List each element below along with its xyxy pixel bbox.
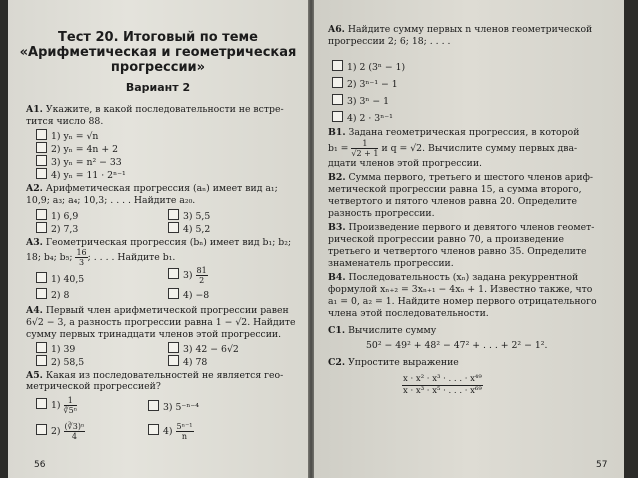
- checkbox[interactable]: [168, 268, 179, 279]
- checkbox[interactable]: [36, 355, 47, 366]
- question-a2-line2: 10,9; a₃; a₄; 10,3; . . . . Найдите a₂₀.: [26, 195, 196, 206]
- question-b4: B4. Последовательность (xₙ) задана рекуррентной: [328, 272, 579, 283]
- question-c2: C2. Упростите выражение: [328, 357, 459, 368]
- fraction: $\frac{1}{√2 + 1}$: [351, 139, 379, 158]
- fraction: $\frac{1}{\text{∛5ⁿ}}$: [63, 396, 78, 415]
- a2-option-3[interactable]: 3) 5,5: [168, 209, 210, 223]
- a4-option-1[interactable]: 1) 39: [36, 342, 75, 356]
- checkbox[interactable]: [36, 129, 47, 140]
- a4-option-2[interactable]: 2) 58,5: [36, 355, 84, 369]
- test-title-line-3: прогрессии»: [110, 60, 206, 75]
- checkbox[interactable]: [36, 155, 47, 166]
- fraction: $\frac{\text{x · x² · x³ · . . . · x⁴⁹}}{\text{x · x³ · x⁵ · . . . · x⁶⁹}}$: [403, 374, 482, 396]
- question-b3-line2: рической прогрессии равно 70, а произведение: [328, 234, 564, 245]
- a4-option-4[interactable]: 4) 78: [168, 355, 207, 369]
- a5-option-4[interactable]: 4) $\frac{\text{5ⁿ⁻¹}}{n}$: [148, 422, 194, 441]
- checkbox[interactable]: [36, 222, 47, 233]
- test-title-line-2: «Арифметическая и геометрическая: [19, 45, 297, 60]
- a2-option-1[interactable]: 1) 6,9: [36, 209, 78, 223]
- checkbox[interactable]: [168, 342, 179, 353]
- checkbox[interactable]: [332, 77, 343, 88]
- question-b2-line2: метической прогрессии равна 15, а сумма второго,: [328, 184, 582, 195]
- page-number: 56: [34, 460, 46, 470]
- left-page: [8, 0, 308, 478]
- question-a6: A6. Найдите сумму первых n членов геометрической: [328, 24, 593, 35]
- test-title-line-1: Тест 20. Итоговый по теме: [58, 30, 258, 45]
- question-b2-line4: разность прогрессии.: [328, 208, 435, 219]
- question-b4-line2: формулой xₙ₊₂ = 3xₙ₊₁ − 4xₙ + 1. Известно также, что: [328, 284, 593, 295]
- checkbox[interactable]: [36, 342, 47, 353]
- a2-option-4[interactable]: 4) 5,2: [168, 222, 210, 236]
- question-b2-line3: четвертого и пятого членов равна 20. Определите: [328, 196, 577, 207]
- c2-fraction: [402, 374, 483, 397]
- question-b3-line4: знаменатель прогрессии.: [328, 258, 454, 269]
- checkbox[interactable]: [168, 222, 179, 233]
- checkbox[interactable]: [36, 272, 47, 283]
- question-a4-line3: сумму первых тринадцати членов этой прогрессии.: [26, 329, 282, 340]
- c1-formula: 50² − 49² + 48² − 47² + . . . + 2² − 1².: [366, 340, 548, 351]
- checkbox[interactable]: [332, 60, 343, 71]
- checkbox[interactable]: [36, 398, 47, 409]
- a1-option-2[interactable]: 2) yₙ = 4n + 2: [36, 142, 118, 156]
- page-number: 57: [596, 460, 608, 470]
- question-a6-line2: прогрессии 2; 6; 18; . . . .: [328, 36, 451, 47]
- question-a5-line2: метрической прогрессией?: [26, 381, 161, 392]
- checkbox[interactable]: [36, 288, 47, 299]
- fraction: $\frac{16}{3}$: [76, 248, 87, 267]
- a1-option-4[interactable]: 4) yₙ = 11 · 2ⁿ⁻¹: [36, 168, 126, 182]
- question-a1: A1. Укажите, в какой последовательности не встре-: [26, 104, 284, 115]
- checkbox[interactable]: [168, 209, 179, 220]
- checkbox[interactable]: [148, 400, 159, 411]
- fraction: $\frac{81}{2}$: [196, 266, 207, 285]
- checkbox[interactable]: [36, 168, 47, 179]
- a3-option-1[interactable]: 1) 40,5: [36, 272, 84, 286]
- question-a3: A3. Геометрическая прогрессия (bₙ) имеет вид b₁; b₂;: [26, 237, 292, 248]
- checkbox[interactable]: [36, 142, 47, 153]
- right-page: [314, 0, 624, 478]
- question-a2: A2. Арифметическая прогрессия (aₙ) имеет вид a₁;: [26, 183, 278, 194]
- question-a4-line2: 6√2 − 3, а разность прогрессии равна 1 − √2. Найдите: [26, 317, 296, 328]
- a6-option-4[interactable]: 4) 2 · 3ⁿ⁻¹: [332, 111, 393, 125]
- question-b4-line3: a₁ = 0, a₂ = 1. Найдите номер первого отрицательного: [328, 296, 597, 307]
- question-b1: B1. Задана геометрическая прогрессия, в которой: [328, 127, 580, 138]
- a4-option-3[interactable]: 3) 42 − 6√2: [168, 342, 239, 356]
- question-b4-line4: члена этой последовательности.: [328, 308, 489, 319]
- question-a4: A4. Первый член арифметической прогрессии равен: [26, 305, 289, 316]
- question-a1-line2: тится число 88.: [26, 116, 104, 127]
- checkbox[interactable]: [36, 209, 47, 220]
- question-a5: A5. Какая из последовательностей не является гео-: [26, 370, 284, 381]
- a6-option-2[interactable]: 2) 3ⁿ⁻¹ − 1: [332, 77, 398, 91]
- checkbox[interactable]: [332, 111, 343, 122]
- a5-option-3[interactable]: 3) 5⁻ⁿ⁻⁴: [148, 400, 199, 414]
- fraction: $\frac{\text{(∛3)ⁿ}}{4}$: [64, 422, 85, 441]
- question-b2: B2. Сумма первого, третьего и шестого членов ариф-: [328, 172, 593, 183]
- question-a3-line2: 18; b₄; b₅; $\frac{16}{3}$ ; . . . . Найдите b₁.: [26, 248, 176, 267]
- a5-option-2[interactable]: 2) $\frac{\text{(∛3)ⁿ}}{4}$: [36, 422, 85, 441]
- checkbox[interactable]: [332, 94, 343, 105]
- question-b1-line3: дцати членов этой прогрессии.: [328, 158, 483, 169]
- checkbox[interactable]: [168, 355, 179, 366]
- a2-option-2[interactable]: 2) 7,3: [36, 222, 78, 236]
- a1-option-3[interactable]: 3) yₙ = n² − 33: [36, 155, 122, 169]
- a3-option-4[interactable]: 4) −8: [168, 288, 209, 302]
- a6-option-3[interactable]: 3) 3ⁿ − 1: [332, 94, 389, 108]
- question-b3-line3: третьего и четвертого членов равно 35. Определите: [328, 246, 587, 257]
- a3-option-3[interactable]: 3) $\frac{81}{2}$: [168, 266, 208, 285]
- a1-option-1[interactable]: 1) yₙ = √n: [36, 129, 98, 143]
- question-b3: B3. Произведение первого и девятого членов геомет-: [328, 222, 595, 233]
- question-b1-line2: b₁ = $\frac{1}{√2 + 1}$ и q = √2. Вычислите сумму первых два-: [328, 139, 578, 158]
- fraction: $\frac{\text{5ⁿ⁻¹}}{n}$: [176, 422, 193, 441]
- a3-option-2[interactable]: 2) 8: [36, 288, 69, 302]
- checkbox[interactable]: [168, 288, 179, 299]
- checkbox[interactable]: [36, 424, 47, 435]
- a6-option-1[interactable]: 1) 2 (3ⁿ − 1): [332, 60, 405, 74]
- variant-label: Вариант 2: [125, 81, 191, 94]
- question-c1: C1. Вычислите сумму: [328, 325, 437, 336]
- checkbox[interactable]: [148, 424, 159, 435]
- a5-option-1[interactable]: 1) $\frac{1}{\text{∛5ⁿ}}$: [36, 396, 77, 415]
